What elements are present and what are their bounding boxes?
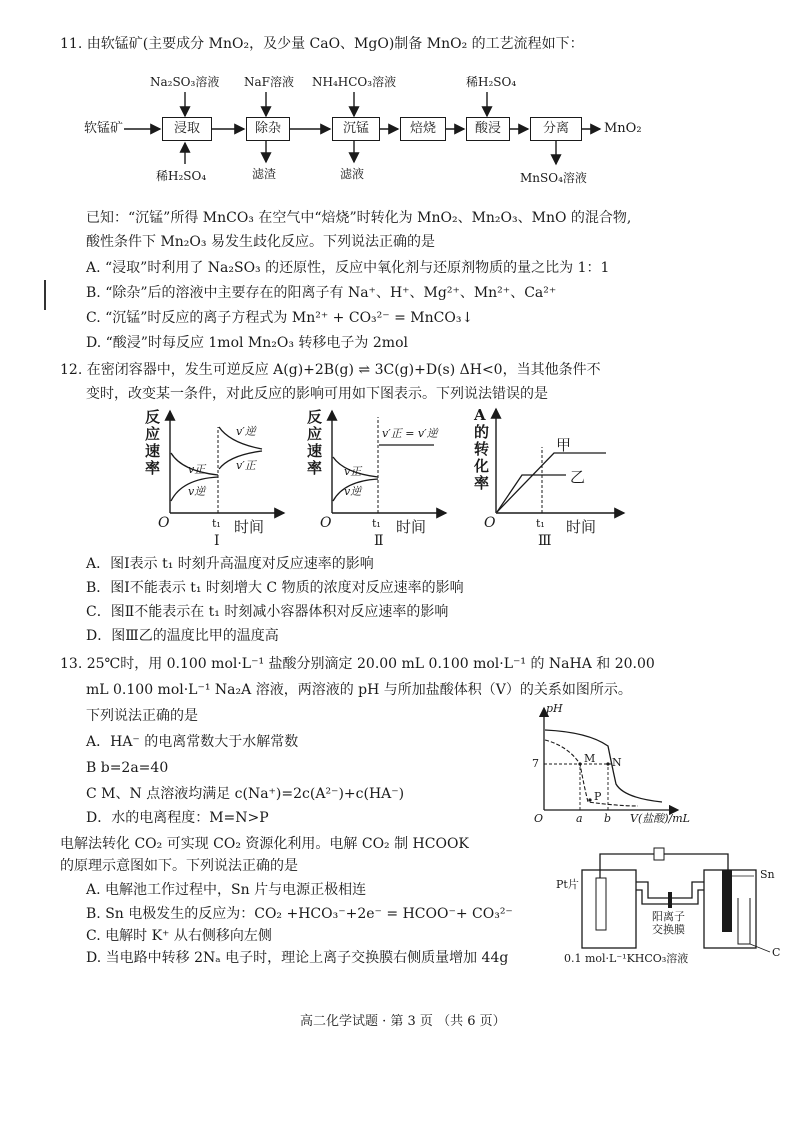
q11-option-d: D. “酸浸”时每反应 1mol Mn₂O₃ 转移电子为 2mol bbox=[86, 335, 408, 351]
q13-g-p: P bbox=[594, 790, 602, 803]
page-footer: 高二化学试题 · 第 3 页 （共 6 页） bbox=[300, 1014, 506, 1029]
g3-roman: Ⅲ bbox=[538, 533, 552, 549]
na2a-curve bbox=[545, 730, 662, 802]
q11-known-1: 已知：“沉锰”所得 MnCO₃ 在空气中“焙烧”时转化为 MnO₂、Mn₂O₃、MnO 的混合物, bbox=[86, 210, 632, 226]
q13-stem-2: mL 0.100 mol·L⁻¹ Na₂A 溶液，两溶液的 pH 与所加盐酸体积（V）的关系如图所示。 bbox=[86, 682, 632, 698]
q14-solution-label: 0.1 mol·L⁻¹KHCO₃溶液 bbox=[564, 952, 689, 965]
flow-arrows bbox=[0, 0, 794, 200]
g2-t1: t₁ bbox=[372, 517, 381, 530]
g3-series-yi: 乙 bbox=[570, 468, 586, 486]
g3-ylabel: A的转化率 bbox=[474, 406, 490, 492]
q14-gas-label: C bbox=[772, 946, 781, 959]
g1-origin: O bbox=[158, 515, 170, 531]
q14-stem-2: 的原理示意图如下。下列说法正确的是 bbox=[60, 858, 298, 874]
g2-v-equal: v′正 = v′逆 bbox=[382, 427, 438, 440]
g1-t1: t₁ bbox=[212, 517, 221, 530]
flow-step-purify: 除杂 bbox=[246, 117, 290, 141]
flow-step-separate: 分离 bbox=[530, 117, 582, 141]
g3-xlabel: 时间 bbox=[566, 518, 597, 536]
q13-g-y7: 7 bbox=[532, 757, 539, 770]
q14-option-a: A. 电解池工作过程中，Sn 片与电源正极相连 bbox=[86, 882, 367, 898]
q12-option-a: A．图Ⅰ表示 t₁ 时刻升高温度对反应速率的影响 bbox=[86, 556, 374, 572]
q12-option-c: C．图Ⅱ不能表示在 t₁ 时刻减小容器体积对反应速率的影响 bbox=[86, 604, 449, 620]
q14-electrolysis-diagram bbox=[556, 840, 790, 970]
q14-stem-1: 电解法转化 CO₂ 可实现 CO₂ 资源化利用。电解 CO₂ 制 HCOOK bbox=[60, 836, 469, 852]
g2-origin: O bbox=[320, 515, 332, 531]
flow-step-precipitate: 沉锰 bbox=[332, 117, 380, 141]
flow-step-leach: 浸取 bbox=[162, 117, 212, 141]
q13-g-ylabel: pH bbox=[546, 702, 563, 715]
g2-ylabel: 反应速率 bbox=[307, 408, 323, 477]
q13-g-m: M bbox=[584, 752, 596, 765]
g1-v-forward: v正 bbox=[188, 463, 206, 476]
q14-right-electrode: Sn bbox=[760, 868, 775, 881]
output-filtrate: 滤液 bbox=[340, 167, 365, 181]
flow-start: 软锰矿 bbox=[84, 121, 124, 136]
series-jia-line bbox=[497, 453, 606, 512]
q14-option-c: C. 电解时 K⁺ 从右侧移向左侧 bbox=[86, 928, 272, 944]
q11-stem: 11. 由软锰矿(主要成分 MnO₂，及少量 CaO、MgO)制备 MnO₂ 的工艺流程如下： bbox=[60, 36, 584, 52]
g1-ylabel: 反应速率 bbox=[145, 408, 161, 477]
flow-step-acid-leach: 酸浸 bbox=[466, 117, 510, 141]
g1-v-prime-forward: v′正 bbox=[236, 459, 256, 472]
q12-option-d: D．图Ⅲ乙的温度比甲的温度高 bbox=[86, 628, 279, 644]
output-residue: 滤渣 bbox=[252, 167, 277, 181]
point-m bbox=[578, 762, 581, 765]
q12-stem-2: 变时，改变某一条件，对此反应的影响可用如下图表示。下列说法错误的是 bbox=[86, 386, 548, 402]
q13-g-xa: a bbox=[576, 812, 583, 825]
q13-stem-3: 下列说法正确的是 bbox=[86, 708, 198, 724]
q12-stem-1: 12. 在密闭容器中，发生可逆反应 A(g)+2B(g) ⇌ 3C(g)+D(s) ΔH<0，当其他条件不 bbox=[60, 362, 601, 378]
flow-step-roast: 焙烧 bbox=[400, 117, 446, 141]
g2-v-forward: v正 bbox=[344, 465, 362, 478]
q13-stem-1: 13. 25℃时，用 0.100 mol·L⁻¹ 盐酸分别滴定 20.00 mL 0.100 mol·L⁻¹ 的 NaHA 和 20.00 bbox=[60, 656, 655, 672]
flow-product: MnO₂ bbox=[604, 121, 642, 136]
g1-v-prime-reverse: v′逆 bbox=[236, 425, 256, 438]
q13-option-b: B b=2a=40 bbox=[86, 760, 169, 776]
g3-series-jia: 甲 bbox=[556, 436, 572, 454]
q13-g-n: N bbox=[612, 756, 622, 769]
q14-option-b: B. Sn 电极发生的反应为：CO₂ +HCO₃⁻+2e⁻ = HCOO⁻+ CO₃²⁻ bbox=[86, 906, 513, 922]
series-yi-line bbox=[497, 475, 566, 512]
g1-v-reverse: v逆 bbox=[188, 485, 206, 498]
reagent-naf: NaF溶液 bbox=[244, 75, 294, 89]
q13-g-xb: b bbox=[604, 812, 612, 825]
input-dilute-h2so4: 稀H₂SO₄ bbox=[156, 169, 207, 183]
reagent-na2so3: Na₂SO₃溶液 bbox=[150, 75, 220, 89]
q12-option-b: B．图Ⅰ不能表示 t₁ 时刻增大 C 物质的浓度对反应速率的影响 bbox=[86, 580, 464, 596]
q12-graph-2 bbox=[302, 405, 452, 549]
q11-option-c: C. “沉锰”时反应的离子方程式为 Mn²⁺ + CO₃²⁻ = MnCO₃↓ bbox=[86, 310, 474, 326]
g1-xlabel: 时间 bbox=[234, 518, 265, 536]
nahA-curve bbox=[545, 740, 638, 806]
q12-graph-3 bbox=[470, 405, 630, 549]
q14-option-d: D. 当电路中转移 2Nₐ 电子时，理论上离子交换膜右侧质量增加 44g bbox=[86, 950, 509, 966]
g2-roman: Ⅱ bbox=[374, 533, 384, 549]
q11-known-2: 酸性条件下 Mn₂O₃ 易发生歧化反应。下列说法正确的是 bbox=[86, 234, 435, 250]
point-p bbox=[588, 798, 591, 801]
g2-xlabel: 时间 bbox=[396, 518, 427, 536]
q11-option-a: A. “浸取”时利用了 Na₂SO₃ 的还原性，反应中氧化剂与还原剂物质的量之比为 1：1 bbox=[86, 260, 610, 276]
reagent-dilute-h2so4: 稀H₂SO₄ bbox=[466, 75, 517, 89]
output-mnso4: MnSO₄溶液 bbox=[520, 171, 587, 185]
g3-t1: t₁ bbox=[536, 517, 545, 530]
g1-roman: Ⅰ bbox=[214, 533, 220, 549]
q13-option-a: A．HA⁻ 的电离常数大于水解常数 bbox=[86, 734, 299, 750]
q11-flowchart bbox=[0, 0, 794, 200]
q13-option-c: C M、N 点溶液均满足 c(Na⁺)=2c(A²⁻)+c(HA⁻) bbox=[86, 786, 405, 802]
margin-mark bbox=[44, 280, 46, 310]
q14-left-electrode: Pt片 bbox=[556, 878, 579, 891]
q13-g-xlabel: V(盐酸)/mL bbox=[630, 812, 690, 825]
g2-v-reverse: v逆 bbox=[344, 485, 362, 498]
q13-titration-graph bbox=[528, 702, 698, 832]
q14-membrane-label: 阳离子 交换膜 bbox=[652, 910, 685, 936]
g3-origin: O bbox=[484, 515, 496, 531]
reagent-nh4hco3: NH₄HCO₃溶液 bbox=[312, 75, 397, 89]
point-n bbox=[606, 762, 609, 765]
q11-option-b: B. “除杂”后的溶液中主要存在的阳离子有 Na⁺、H⁺、Mg²⁺、Mn²⁺、Ca²⁺ bbox=[86, 285, 557, 301]
q13-option-d: D．水的电离程度：M=N>P bbox=[86, 810, 269, 826]
q12-graph-1 bbox=[140, 405, 290, 549]
q13-g-origin: O bbox=[534, 812, 544, 825]
